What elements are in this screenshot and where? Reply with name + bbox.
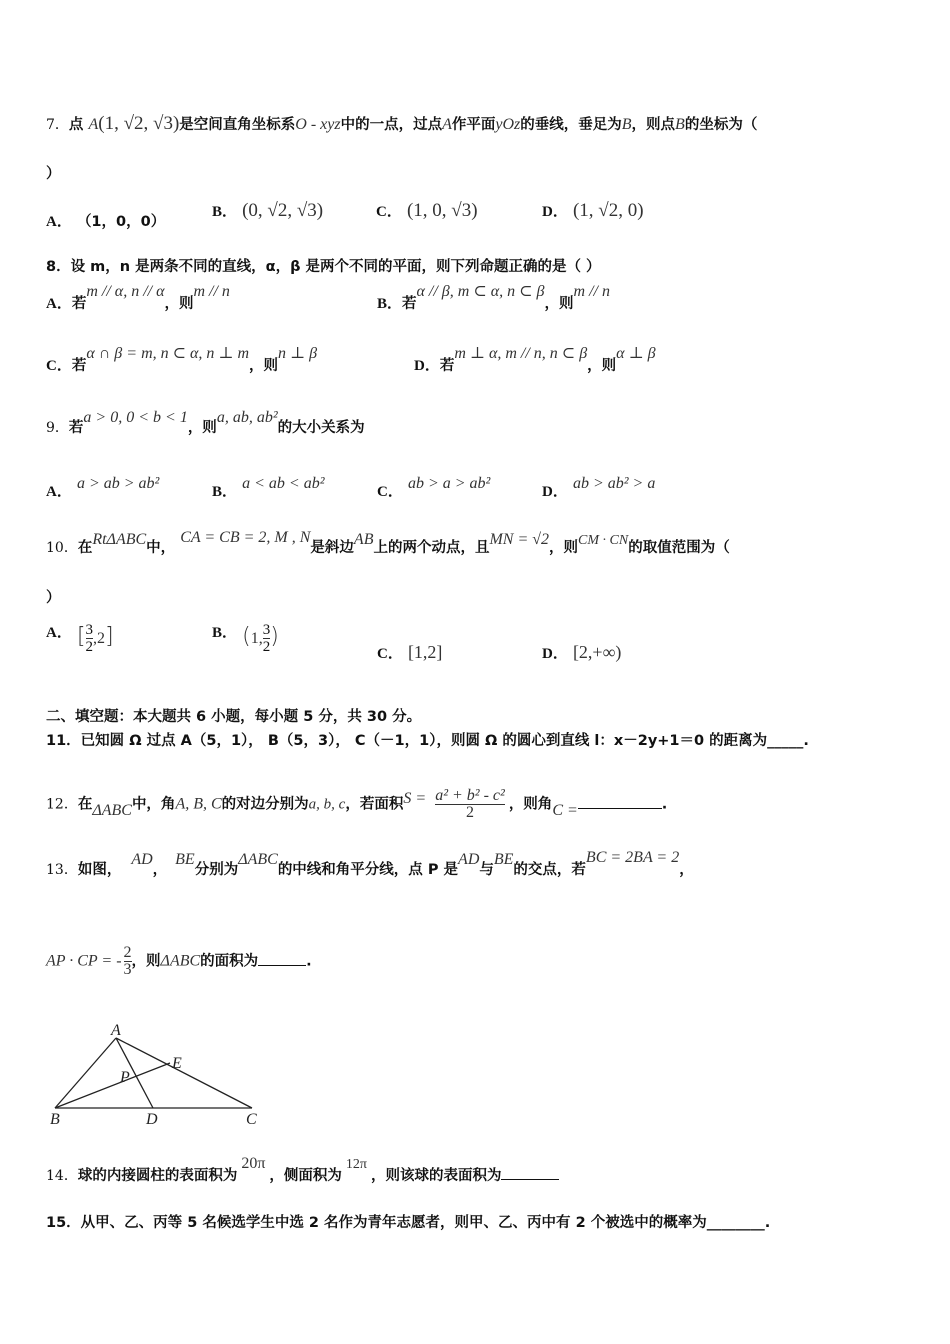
q12-answer-blank[interactable]	[578, 808, 662, 809]
label-a: A	[111, 1022, 121, 1039]
q9-option-b[interactable]: B． a < ab < ab²	[212, 475, 325, 500]
q7-option-a[interactable]: A． （1，0，0）	[46, 214, 166, 230]
q13-stem: 13．如图，AD，BE分别为ΔABC的中线和角平分线，点 P 是AD与BE的交点，若BC = 2BA = 2，	[46, 849, 694, 878]
q12-stem: 12．在ΔABC中，角A, B, C的对边分别为a, b, c，若面积S = $\frac{\text{a² + b² - c²}}{2}$ ，则角C = .	[46, 787, 668, 821]
q8-option-d[interactable]: D．若m ⊥ α, m // n, n ⊂ β，则α ⊥ β	[414, 345, 656, 374]
q10-option-d[interactable]: D． [2,+∞)	[542, 642, 622, 662]
q10-stem: 10．在RtΔABC中， CA = CB = 2, M , N是斜边AB上的两个动点，且MN = √2，则CM · CN的取值范围为（	[46, 529, 730, 556]
q7-stem: 7．点 A(1, √2, √3)是空间直角坐标系O - xyz中的一点，过点A作平面yOz的垂线，垂足为B，则点B的坐标为（	[46, 113, 758, 134]
q8-option-c[interactable]: C．若α ∩ β = m, n ⊂ α, n ⊥ m，则n ⊥ β	[46, 345, 318, 374]
q8-stem: 8．设 m，n 是两条不同的直线，α，β 是两个不同的平面，则下列命题正确的是（ ）	[46, 259, 601, 275]
label-c: C	[246, 1111, 257, 1128]
q7-option-c[interactable]: C． (1, 0, √3)	[376, 200, 478, 221]
q10-option-b[interactable]: B． (1, $\frac{3}{2}$ )	[212, 622, 279, 655]
q10-option-c[interactable]: C． [1,2]	[377, 642, 443, 662]
q9-option-d[interactable]: D． ab > ab² > a	[542, 475, 656, 500]
q9-option-c[interactable]: C． ab > a > ab²	[377, 475, 491, 500]
q9-stem: 9．若a > 0, 0 < b < 1，则a, ab, ab²的大小关系为	[46, 409, 365, 436]
q15-stem: 15．从甲、乙、丙等 5 名候选学生中选 2 名作为青年志愿者，则甲、乙、丙中有 2 个被选中的概率为________.	[46, 1215, 771, 1231]
bisector-be	[55, 1063, 170, 1108]
label-e: E	[172, 1055, 182, 1072]
q8-option-b[interactable]: B．若α // β, m ⊂ α, n ⊂ β，则m // n	[377, 283, 610, 312]
q13-answer-blank[interactable]	[258, 965, 306, 966]
q7-option-b[interactable]: B． (0, √2, √3)	[212, 200, 324, 221]
label-d: D	[146, 1111, 158, 1128]
label-p: P	[120, 1069, 130, 1086]
q14-stem: 14．球的内接圆柱的表面积为20π，侧面积为12π，则该球的表面积为	[46, 1166, 559, 1187]
section-fill-in-title: 二、填空题：本大题共 6 小题，每小题 5 分，共 30 分。	[46, 709, 422, 725]
q11-stem: 11．已知圆 Ω 过点 A（5，1）， B（5，3）， C（－1，1），则圆 Ω 的圆心到直线 l：x－2y+1＝0 的距离为_____.	[46, 733, 809, 749]
q7-close: ）	[46, 166, 61, 182]
q13-condition: AP · CP = - $\frac{2}{3}$ ，则ΔABC的面积为 .	[46, 944, 312, 978]
side-ac	[116, 1038, 252, 1108]
triangle-figure	[40, 1020, 280, 1132]
q7-option-d[interactable]: D． (1, √2, 0)	[542, 200, 644, 221]
q10-close: ）	[46, 590, 61, 606]
q8-option-a[interactable]: A．若m // α, n // α，则m // n	[46, 283, 230, 312]
q10-option-a[interactable]: A． [ $\frac{3}{2}$ ,2]	[46, 622, 114, 655]
q14-answer-blank[interactable]	[501, 1179, 559, 1180]
side-ab	[55, 1038, 116, 1108]
label-b: B	[50, 1111, 60, 1128]
q9-option-a[interactable]: A． a > ab > ab²	[46, 475, 160, 500]
